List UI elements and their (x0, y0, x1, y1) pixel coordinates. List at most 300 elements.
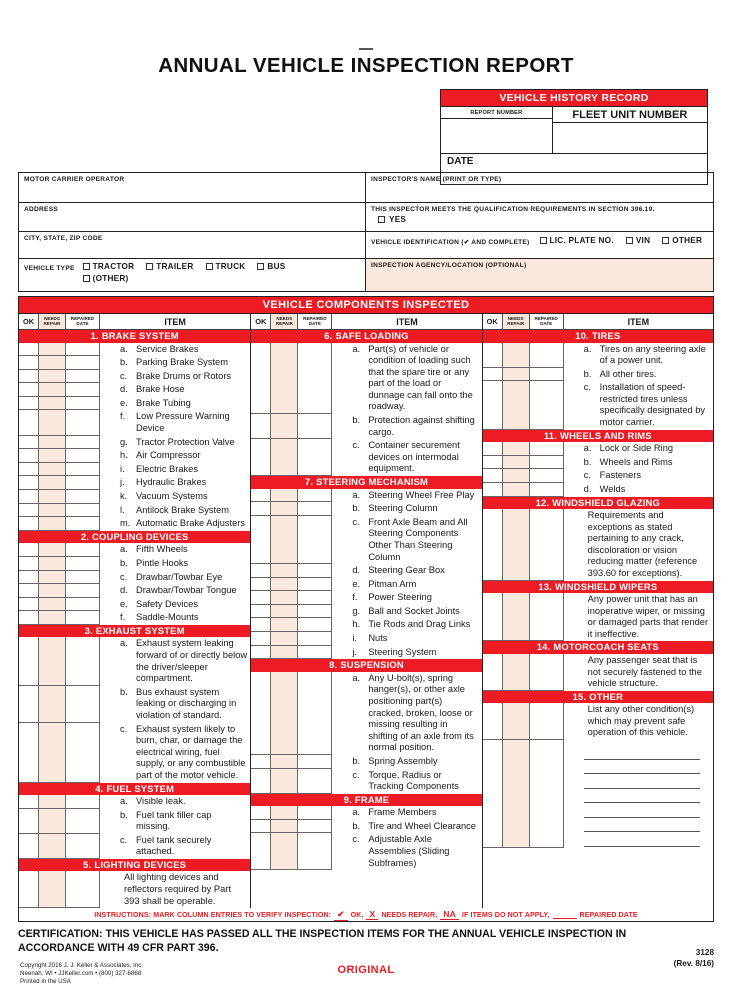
cell-item (332, 605, 481, 619)
cell-ok[interactable] (19, 504, 39, 518)
cell-needs-repair[interactable] (39, 517, 66, 531)
cell-repaired-date[interactable] (298, 833, 332, 870)
checkbox-truck[interactable] (206, 263, 213, 270)
cell-repaired-date[interactable] (530, 703, 564, 740)
cell-needs-repair[interactable] (271, 516, 298, 564)
header-needs-repair: NEEDS REPAIR (39, 314, 66, 329)
cell-needs-repair[interactable] (503, 654, 530, 691)
label-bus: BUS (267, 262, 286, 271)
item-letter: c. (120, 834, 128, 845)
cell-ok[interactable] (19, 463, 39, 477)
inspection-row (483, 456, 713, 470)
cell-needs-repair[interactable] (39, 809, 66, 834)
label-lic-plate-no: LIC. PLATE NO. (549, 236, 614, 245)
item-text: Brake Hose (136, 384, 185, 395)
write-in-line[interactable] (584, 789, 700, 804)
cell-item (332, 439, 481, 476)
cell-ok[interactable] (483, 593, 503, 641)
cell-repaired-date[interactable] (298, 343, 332, 415)
cell-repaired-date[interactable] (66, 370, 100, 384)
cell-needs-repair[interactable] (39, 571, 66, 585)
cell-repaired-date[interactable] (298, 769, 332, 794)
cell-ok[interactable] (19, 723, 39, 783)
cell-ok[interactable] (19, 383, 39, 397)
section-header-other (483, 691, 713, 704)
cell-needs-repair[interactable] (271, 343, 298, 415)
cell-repaired-date[interactable] (298, 618, 332, 632)
section-header-motorcoach-seats (483, 641, 713, 654)
cell-repaired-date[interactable] (66, 490, 100, 504)
cell-ok[interactable] (251, 489, 271, 503)
cell-ok[interactable] (19, 370, 39, 384)
inspection-row (19, 686, 250, 723)
cell-repaired-date[interactable] (66, 397, 100, 411)
cell-repaired-date[interactable] (298, 564, 332, 578)
item-letter: a. (352, 343, 361, 354)
write-in-line[interactable] (584, 818, 700, 833)
cell-ok[interactable] (19, 637, 39, 685)
cell-ok[interactable] (19, 598, 39, 612)
cell-ok[interactable] (19, 517, 39, 531)
label-tractor: TRACTOR (92, 262, 135, 271)
cell-ok[interactable] (19, 343, 39, 357)
cell-ok[interactable] (19, 436, 39, 450)
cell-ok[interactable] (251, 618, 271, 632)
cell-item (100, 795, 250, 809)
vehicle-type-field (19, 258, 365, 291)
cell-needs-repair[interactable] (39, 871, 66, 908)
checkbox-lic-plate-no[interactable] (540, 237, 547, 244)
cell-repaired-date[interactable] (66, 809, 100, 834)
cell-item (100, 476, 250, 490)
cell-needs-repair[interactable] (39, 723, 66, 783)
cell-repaired-date[interactable] (298, 439, 332, 476)
section-title: BRAKE SYSTEM (101, 330, 179, 341)
cell-repaired-date[interactable] (530, 343, 564, 368)
section-title: STEERING MECHANISM (316, 476, 429, 488)
item-letter: c. (352, 516, 360, 527)
cell-repaired-date[interactable] (66, 343, 100, 357)
section-title: SAFE LOADING (335, 330, 409, 341)
cell-ok[interactable] (251, 502, 271, 516)
cell-repaired-date[interactable] (298, 672, 332, 755)
address-field[interactable]: ADDRESS (19, 202, 365, 231)
cell-ok[interactable] (483, 381, 503, 429)
cell-needs-repair[interactable] (271, 489, 298, 503)
label-vin: VIN (635, 236, 651, 245)
cell-item (564, 469, 713, 483)
write-in-line[interactable] (584, 760, 700, 775)
cell-needs-repair[interactable] (39, 356, 66, 370)
write-in-lines[interactable] (564, 741, 710, 847)
cell-needs-repair[interactable] (271, 672, 298, 755)
cell-repaired-date[interactable] (530, 381, 564, 429)
inspection-row (251, 769, 481, 794)
cell-needs-repair[interactable] (39, 834, 66, 859)
cell-ok[interactable] (19, 543, 39, 557)
write-in-line[interactable] (584, 803, 700, 818)
cell-needs-repair[interactable] (503, 469, 530, 483)
cell-needs-repair[interactable] (503, 483, 530, 497)
title-tick-mark (359, 48, 373, 50)
item-letter: a. (120, 796, 128, 806)
cell-repaired-date[interactable] (530, 483, 564, 497)
cell-needs-repair[interactable] (271, 769, 298, 794)
cell-repaired-date[interactable] (66, 476, 100, 490)
cell-ok[interactable] (251, 564, 271, 578)
cell-repaired-date[interactable] (298, 414, 332, 439)
cell-ok[interactable] (251, 591, 271, 605)
inspection-row (19, 490, 250, 504)
cell-repaired-date[interactable] (66, 557, 100, 571)
item-text: Low Pressure Warning Device (136, 411, 230, 434)
city-state-zip-field[interactable]: CITY, STATE, ZIP CODE (19, 231, 365, 258)
cell-ok[interactable] (251, 439, 271, 476)
inspection-agency-field[interactable]: INSPECTION AGENCY/LOCATION (OPTIONAL) (366, 258, 713, 291)
cell-needs-repair[interactable] (39, 383, 66, 397)
cell-needs-repair[interactable] (39, 557, 66, 571)
write-in-line[interactable] (584, 745, 700, 760)
cell-ok[interactable] (251, 820, 271, 834)
vehicle-identification-label: VEHICLE IDENTIFICATION (✔ AND COMPLETE) (371, 239, 530, 246)
cell-item (100, 871, 250, 908)
inspection-row (483, 469, 713, 483)
checkbox-bus[interactable] (257, 263, 264, 270)
cell-ok[interactable] (251, 414, 271, 439)
item-text: Spring Assembly (368, 755, 438, 766)
cell-ok[interactable] (483, 469, 503, 483)
cell-item (564, 654, 713, 691)
section-header-coupling-devices (19, 531, 250, 544)
inspector-info-column (366, 173, 713, 291)
cell-ok[interactable] (483, 368, 503, 382)
cell-repaired-date[interactable] (66, 436, 100, 450)
cell-item (564, 456, 713, 470)
item-letter: a. (120, 343, 128, 354)
report-number-input[interactable] (441, 118, 552, 149)
cell-item (100, 543, 250, 557)
cell-needs-repair[interactable] (503, 740, 530, 848)
cell-needs-repair[interactable] (271, 564, 298, 578)
inspection-row (251, 820, 481, 834)
cell-item (332, 578, 481, 592)
item-letter: b. (352, 503, 361, 514)
cell-ok[interactable] (19, 476, 39, 490)
cell-ok[interactable] (483, 740, 503, 848)
cell-repaired-date[interactable] (530, 456, 564, 470)
item-letter: a. (352, 672, 361, 683)
inspection-row (19, 356, 250, 370)
item-text: Fifth Wheels (136, 544, 188, 555)
cell-ok[interactable] (251, 343, 271, 415)
cell-repaired-date[interactable] (530, 654, 564, 691)
cell-needs-repair[interactable] (39, 598, 66, 612)
cell-ok[interactable] (251, 833, 271, 870)
cell-ok[interactable] (251, 672, 271, 755)
cell-ok[interactable] (251, 605, 271, 619)
inspection-row (483, 368, 713, 382)
inspection-row (483, 442, 713, 456)
cell-repaired-date[interactable] (298, 806, 332, 820)
copyright-line-1: Copyright 2016 J. J. Keller & Associates, Inc. (20, 962, 144, 969)
cell-repaired-date[interactable] (66, 383, 100, 397)
cell-repaired-date[interactable] (66, 504, 100, 518)
cell-ok[interactable] (483, 703, 503, 740)
cell-item (332, 591, 481, 605)
cell-repaired-date[interactable] (66, 637, 100, 685)
cell-repaired-date[interactable] (530, 469, 564, 483)
checkbox-id-other[interactable] (662, 237, 669, 244)
item-letter: g. (120, 436, 128, 447)
cell-repaired-date[interactable] (66, 871, 100, 908)
cell-needs-repair[interactable] (271, 632, 298, 646)
cell-ok[interactable] (251, 769, 271, 794)
cell-repaired-date[interactable] (66, 410, 100, 435)
cell-repaired-date[interactable] (66, 723, 100, 783)
section-title: LIGHTING DEVICES (94, 858, 187, 870)
cell-needs-repair[interactable] (503, 442, 530, 456)
cell-needs-repair[interactable] (503, 343, 530, 368)
cell-repaired-date[interactable] (66, 686, 100, 723)
cell-ok[interactable] (19, 449, 39, 463)
checkbox-vin[interactable] (626, 237, 633, 244)
cell-ok[interactable] (19, 871, 39, 908)
vehicle-components-table (18, 296, 714, 909)
checkbox-qualification-yes[interactable] (378, 216, 385, 223)
cell-needs-repair[interactable] (271, 605, 298, 619)
cell-needs-repair[interactable] (503, 509, 530, 581)
cell-repaired-date[interactable] (298, 646, 332, 660)
cell-item (564, 483, 713, 497)
cell-repaired-date[interactable] (298, 578, 332, 592)
page-title: ANNUAL VEHICLE INSPECTION REPORT (158, 54, 574, 77)
inspector-name-field[interactable]: INSPECTOR'S NAME (PRINT OR TYPE) (371, 176, 502, 183)
cell-repaired-date[interactable] (298, 502, 332, 516)
cell-needs-repair[interactable] (39, 463, 66, 477)
cell-needs-repair[interactable] (503, 593, 530, 641)
cell-repaired-date[interactable] (298, 516, 332, 564)
inspection-row (251, 489, 481, 503)
cell-needs-repair[interactable] (503, 703, 530, 740)
cell-needs-repair[interactable] (271, 414, 298, 439)
component-column-3 (482, 314, 713, 908)
inspection-row (19, 723, 250, 783)
item-letter: a. (583, 443, 592, 454)
item-text: Saddle-Mounts (136, 612, 199, 623)
cell-needs-repair[interactable] (271, 618, 298, 632)
item-text: Adjustable Axle Assemblies (Sliding Subframes) (368, 834, 450, 868)
write-in-line[interactable] (584, 832, 700, 847)
cell-ok[interactable] (19, 795, 39, 809)
cell-repaired-date[interactable] (66, 463, 100, 477)
cell-ok[interactable] (19, 834, 39, 859)
cell-ok[interactable] (483, 343, 503, 368)
date-field[interactable]: DATE (441, 153, 707, 184)
cell-ok[interactable] (19, 571, 39, 585)
item-letter: b. (352, 820, 361, 831)
cell-item (100, 517, 250, 531)
cell-ok[interactable] (19, 356, 39, 370)
inspection-row (251, 833, 481, 870)
item-text: Automatic Brake Adjusters (136, 518, 246, 529)
cell-ok[interactable] (19, 584, 39, 598)
checkbox-tractor[interactable] (83, 263, 90, 270)
inspection-row (19, 397, 250, 411)
cell-needs-repair[interactable] (39, 410, 66, 435)
section-title: SUSPENSION (340, 659, 404, 671)
cell-ok[interactable] (483, 654, 503, 691)
cell-ok[interactable] (19, 557, 39, 571)
header-item: ITEM (627, 316, 650, 327)
label-id-other: OTHER (672, 236, 703, 245)
label-trailer: TRAILER (156, 262, 194, 271)
cell-repaired-date[interactable] (66, 795, 100, 809)
cell-repaired-date[interactable] (530, 368, 564, 382)
item-text: Exhaust system likely to burn, char, or damage the electrical wiring, fuel supply, or any combustible part of the motor vehicle. (136, 723, 246, 780)
cell-item (100, 611, 250, 625)
cell-needs-repair[interactable] (271, 806, 298, 820)
cell-needs-repair[interactable] (39, 397, 66, 411)
cell-repaired-date[interactable] (298, 755, 332, 769)
cell-item (332, 806, 481, 820)
inspection-row (19, 410, 250, 435)
checkbox-vehicle-type-other[interactable] (83, 275, 90, 282)
cell-ok[interactable] (251, 578, 271, 592)
cell-repaired-date[interactable] (66, 571, 100, 585)
inspection-row (251, 591, 481, 605)
cell-needs-repair[interactable] (39, 343, 66, 357)
inspection-row (483, 483, 713, 497)
cell-item (564, 740, 713, 848)
cell-needs-repair[interactable] (39, 611, 66, 625)
inspection-row (251, 806, 481, 820)
cell-ok[interactable] (19, 809, 39, 834)
cell-ok[interactable] (19, 611, 39, 625)
cell-ok[interactable] (19, 410, 39, 435)
cell-item (332, 769, 481, 794)
section-number: 10. (575, 330, 589, 341)
write-in-line[interactable] (584, 774, 700, 789)
cell-needs-repair[interactable] (39, 584, 66, 598)
item-letter: b. (120, 357, 128, 368)
cell-ok[interactable] (483, 456, 503, 470)
cell-needs-repair[interactable] (271, 578, 298, 592)
cell-needs-repair[interactable] (271, 591, 298, 605)
cell-repaired-date[interactable] (66, 543, 100, 557)
cell-repaired-date[interactable] (66, 517, 100, 531)
header-repaired-date: REPAIRED DATE (298, 314, 332, 329)
cell-ok[interactable] (251, 646, 271, 660)
cell-ok[interactable] (251, 516, 271, 564)
cell-repaired-date[interactable] (66, 598, 100, 612)
cell-needs-repair[interactable] (271, 833, 298, 870)
cell-needs-repair[interactable] (39, 504, 66, 518)
cell-needs-repair[interactable] (39, 490, 66, 504)
cell-ok[interactable] (483, 483, 503, 497)
item-text: Steering System (368, 646, 437, 657)
cell-needs-repair[interactable] (39, 637, 66, 685)
motor-carrier-operator-field[interactable]: MOTOR CARRIER OPERATOR (24, 176, 125, 183)
cell-needs-repair[interactable] (39, 370, 66, 384)
cell-needs-repair[interactable] (271, 820, 298, 834)
fleet-unit-input[interactable] (553, 122, 707, 153)
form-number: 3128 (695, 948, 714, 957)
cell-repaired-date[interactable] (530, 740, 564, 848)
cell-ok[interactable] (19, 490, 39, 504)
item-text: Tie Rods and Drag Links (368, 619, 471, 630)
cell-repaired-date[interactable] (66, 834, 100, 859)
cell-needs-repair[interactable] (39, 686, 66, 723)
item-text: Fasteners (599, 470, 641, 481)
cell-needs-repair[interactable] (503, 381, 530, 429)
cell-needs-repair[interactable] (503, 368, 530, 382)
cell-ok[interactable] (251, 806, 271, 820)
qualification-field (366, 202, 713, 231)
cell-repaired-date[interactable] (298, 820, 332, 834)
item-text: Installation of speed-restricted tires unless specifically designated by motor carrier. (599, 382, 706, 428)
copyright-line-3: Printed in the USA (20, 978, 71, 986)
section-number: 4. (95, 782, 104, 794)
section-title: WHEELS AND RIMS (560, 429, 652, 441)
section-title: TIRES (591, 330, 621, 341)
item-letter: h. (120, 450, 128, 461)
cell-needs-repair[interactable] (503, 456, 530, 470)
item-letter: g. (352, 605, 361, 616)
cell-repaired-date[interactable] (298, 605, 332, 619)
cell-item (564, 593, 713, 641)
cell-repaired-date[interactable] (66, 611, 100, 625)
cell-repaired-date[interactable] (66, 356, 100, 370)
cell-repaired-date[interactable] (530, 509, 564, 581)
cell-repaired-date[interactable] (66, 584, 100, 598)
cell-needs-repair[interactable] (39, 476, 66, 490)
cell-ok[interactable] (19, 397, 39, 411)
cell-item (100, 598, 250, 612)
item-letter: c. (352, 440, 360, 451)
item-text: Front Axle Beam and All Steering Components Other Than Steering Column (368, 516, 468, 562)
cell-needs-repair[interactable] (271, 502, 298, 516)
cell-needs-repair[interactable] (271, 646, 298, 660)
cell-needs-repair[interactable] (39, 436, 66, 450)
item-text: Service Brakes (136, 343, 199, 354)
cell-needs-repair[interactable] (271, 439, 298, 476)
cell-repaired-date[interactable] (530, 442, 564, 456)
cell-item (564, 368, 713, 382)
cell-repaired-date[interactable] (298, 591, 332, 605)
cell-repaired-date[interactable] (530, 593, 564, 641)
checkbox-trailer[interactable] (146, 263, 153, 270)
item-text: Pitman Arm (368, 578, 417, 589)
cell-repaired-date[interactable] (298, 632, 332, 646)
cell-item (332, 516, 481, 564)
cell-repaired-date[interactable] (66, 449, 100, 463)
cell-ok[interactable] (251, 632, 271, 646)
cell-item (564, 442, 713, 456)
cell-needs-repair[interactable] (271, 755, 298, 769)
cell-repaired-date[interactable] (298, 489, 332, 503)
cell-needs-repair[interactable] (39, 449, 66, 463)
cell-needs-repair[interactable] (39, 543, 66, 557)
cell-needs-repair[interactable] (39, 795, 66, 809)
cell-ok[interactable] (19, 686, 39, 723)
carrier-inspector-info (18, 172, 714, 292)
cell-ok[interactable] (483, 509, 503, 581)
cell-ok[interactable] (251, 755, 271, 769)
cell-item (564, 509, 713, 581)
item-letter: b. (120, 557, 128, 568)
inspection-row (19, 637, 250, 685)
cell-ok[interactable] (483, 442, 503, 456)
